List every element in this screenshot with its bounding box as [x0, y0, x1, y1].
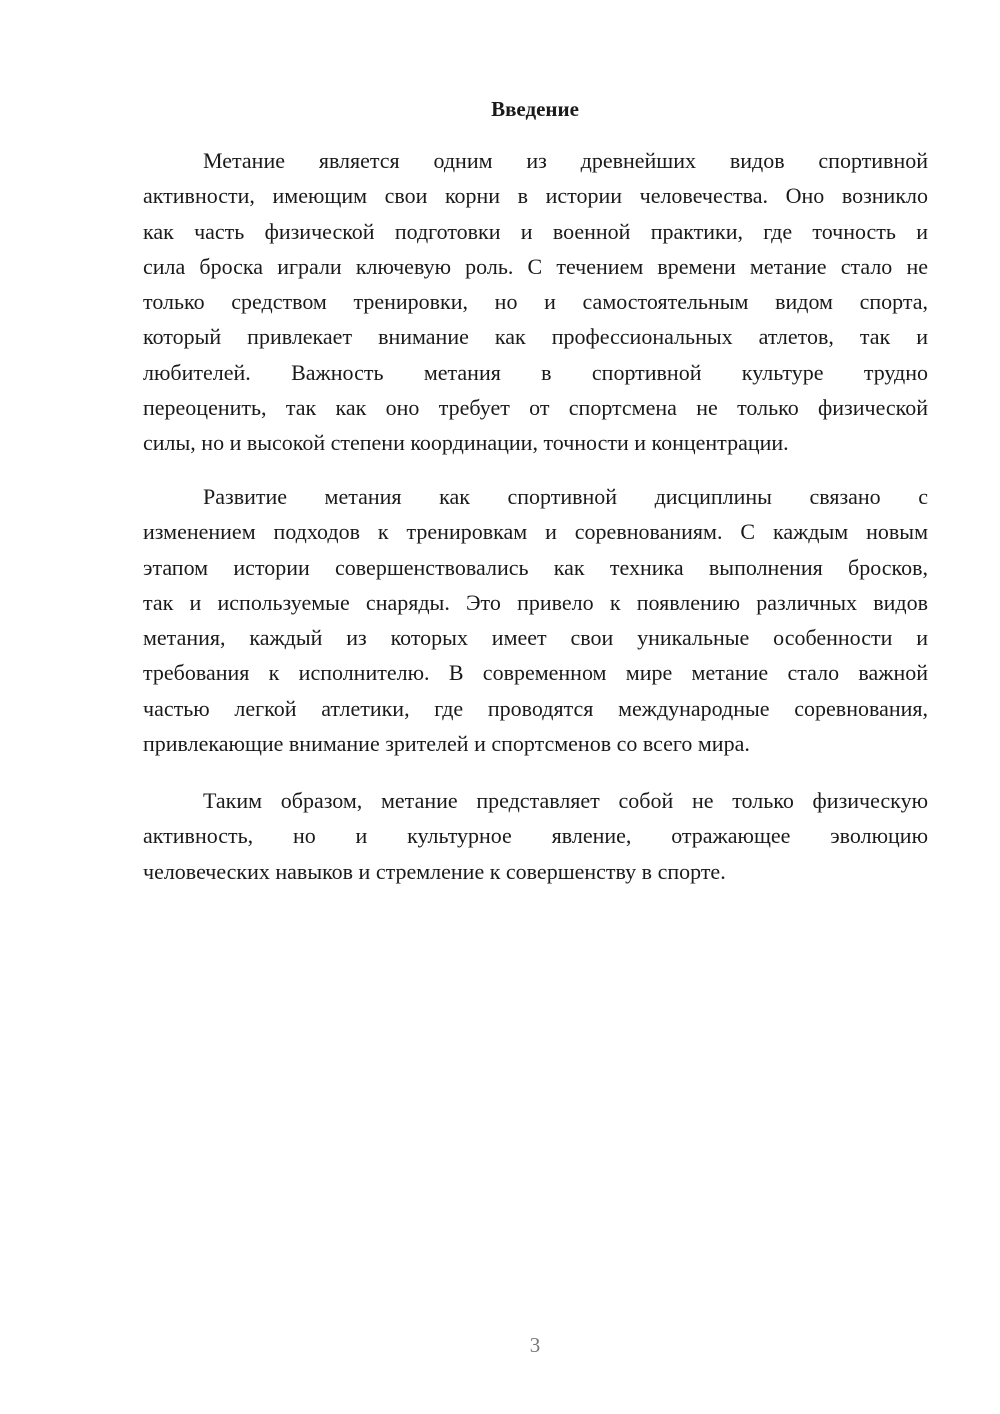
text-line: только средством тренировки, но и самостоятельным видом спорта, [143, 289, 928, 315]
text-line: Таким образом, метание представляет собой не только физическую [203, 788, 928, 813]
section-heading: Введение [491, 97, 579, 121]
page-number: 3 [529, 1333, 541, 1357]
text-line: как часть физической подготовки и военной практики, где точность и [143, 218, 928, 244]
text-line: Развитие метания как спортивной дисциплины связано с [203, 484, 928, 509]
text-line: силы, но и высокой степени координации, точности и концентрации. [143, 430, 789, 456]
paragraph-1 [143, 143, 928, 461]
text-line: требования к исполнителю. В современном мире метание стало важной [143, 660, 928, 686]
text-line: привлекающие внимание зрителей и спортсменов со всего мира. [143, 731, 750, 757]
text-line: переоценить, так как оно требует от спортсмена не только физической [143, 395, 928, 421]
text-line: активности, имеющим свои корни в истории человечества. Оно возникло [143, 183, 928, 209]
text-line: активность, но и культурное явление, отражающее эволюцию [143, 823, 928, 849]
text-line: частью легкой атлетики, где проводятся международные соревнования, [143, 695, 928, 721]
text-line: этапом истории совершенствовались как техника выполнения бросков, [143, 554, 928, 580]
paragraph-3 [143, 783, 928, 889]
text-line: сила броска играли ключевую роль. С течением времени метание стало не [143, 253, 928, 279]
text-line: любителей. Важность метания в спортивной культуре трудно [143, 359, 928, 385]
text-line: человеческих навыков и стремление к совершенству в спорте. [143, 858, 726, 884]
paragraph-2 [143, 479, 928, 761]
text-line: изменением подходов к тренировкам и соревнованиям. С каждым новым [143, 519, 928, 545]
text-line: который привлекает внимание как профессиональных атлетов, так и [143, 324, 928, 350]
text-line: Метание является одним из древнейших видов спортивной [203, 148, 928, 173]
text-line: метания, каждый из которых имеет свои уникальные особенности и [143, 625, 928, 651]
text-line: так и используемые снаряды. Это привело к появлению различных видов [143, 589, 928, 615]
